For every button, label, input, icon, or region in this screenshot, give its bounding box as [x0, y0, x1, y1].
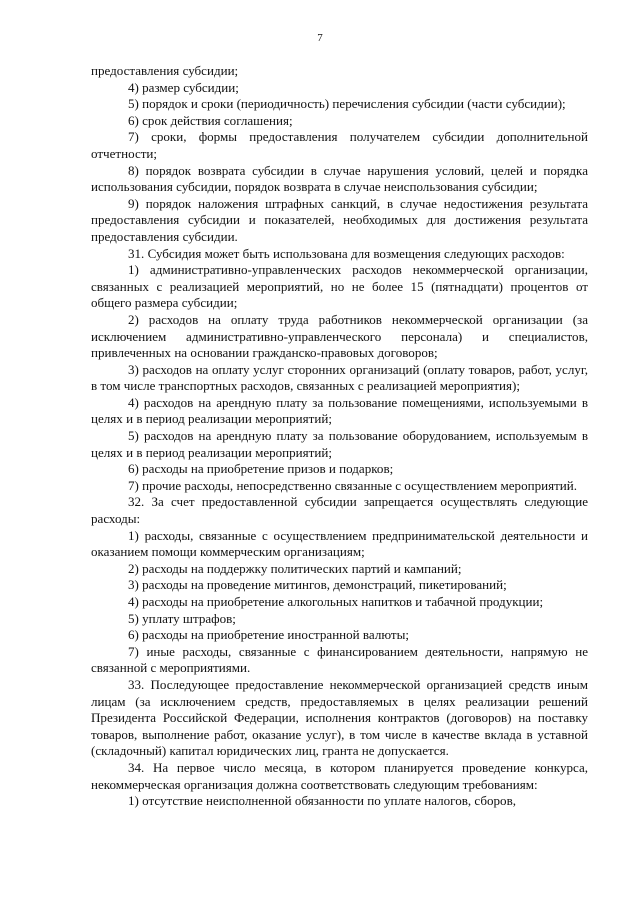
paragraph: 6) срок действия соглашения; [128, 112, 293, 128]
page-number: 7 [317, 32, 323, 44]
paragraph: 34. На первое число месяца, в котором планируется проведение конкурса, некоммерческая организация должна соответствовать следующим требованиям: [91, 759, 588, 792]
paragraph: 2) расходов на оплату труда работников некоммерческой организации (за исключением административно-управленческого персонала) и специалистов, привлеченных на основании гражданско-правовых договоров; [91, 311, 588, 361]
paragraph: 5) расходов на арендную плату за пользование оборудованием, используемым в целях и в период реализации мероприятий; [91, 428, 588, 460]
paragraph: 4) расходов на арендную плату за пользование помещениями, используемыми в целях и в период реализации мероприятий; [91, 394, 588, 427]
paragraph: 5) уплату штрафов; [128, 610, 236, 626]
paragraph: 3) расходы на проведение митингов, демонстраций, пикетирований; [128, 577, 507, 593]
paragraph: 31. Субсидия может быть использована для возмещения следующих расходов: [128, 245, 565, 261]
paragraph: предоставления субсидии; [91, 63, 239, 78]
paragraph: 6) расходы на приобретение иностранной валюты; [128, 627, 409, 643]
paragraph: 4) размер субсидии; [128, 79, 239, 95]
paragraph: 1) отсутствие неисполненной обязанности по уплате налогов, сборов, [128, 793, 516, 809]
paragraph: 32. За счет предоставленной субсидии запрещается осуществлять следующие расходы: [91, 494, 588, 527]
paragraph: 3) расходов на оплату услуг сторонних организаций (оплату товаров, работ, услуг, в том числе транспортных расходов, связанных с реализацией мероприятия); [91, 361, 588, 394]
paragraph: 4) расходы на приобретение алкогольных напитков и табачной продукции; [128, 594, 544, 609]
document-body [91, 63, 588, 810]
paragraph: 2) расходы на поддержку политических партий и кампаний; [128, 560, 462, 576]
paragraph: 8) порядок возврата субсидии в случае нарушения условий, целей и порядка использования субсидии, порядок возврата в случае неиспользования субсидии; [91, 162, 588, 195]
paragraph: 7) иные расходы, связанные с финансированием деятельности, напрямую не связанной с мероприятиями. [91, 643, 588, 676]
paragraph: 1) расходы, связанные с осуществлением предпринимательской деятельности и оказанием помощи коммерческим организациям; [91, 527, 588, 560]
paragraph: 6) расходы на приобретение призов и подарков; [128, 461, 394, 477]
paragraph: 1) административно-управленческих расходов некоммерческой организации, связанных с реализацией мероприятий, но не более 15 (пятнадцати) процентов от общего размера субсидии; [91, 262, 588, 311]
paragraph: 7) сроки, формы предоставления получателем субсидии дополнительной отчетности; [91, 129, 588, 161]
paragraph: 33. Последующее предоставление некоммерческой организацией средств иным лицам (за исключением средств, предоставляемых в целях реализации решений Президента Российской Федерации, исполнения контрактов (договоров) на поставку товаров, выполнение работ, оказание услуг), в том числе в качестве вклада в уставной (складочный) капитал юридических лиц, гранта не допускается. [91, 676, 588, 759]
paragraph: 9) порядок наложения штрафных санкций, в случае недостижения результата предоставления субсидии и показателей, необходимых для достижения результата предоставления субсидии. [91, 195, 588, 244]
paragraph: 5) порядок и сроки (периодичность) перечисления субсидии (части субсидии); [128, 96, 566, 112]
paragraph: 7) прочие расходы, непосредственно связанные с осуществлением мероприятий. [128, 477, 578, 493]
